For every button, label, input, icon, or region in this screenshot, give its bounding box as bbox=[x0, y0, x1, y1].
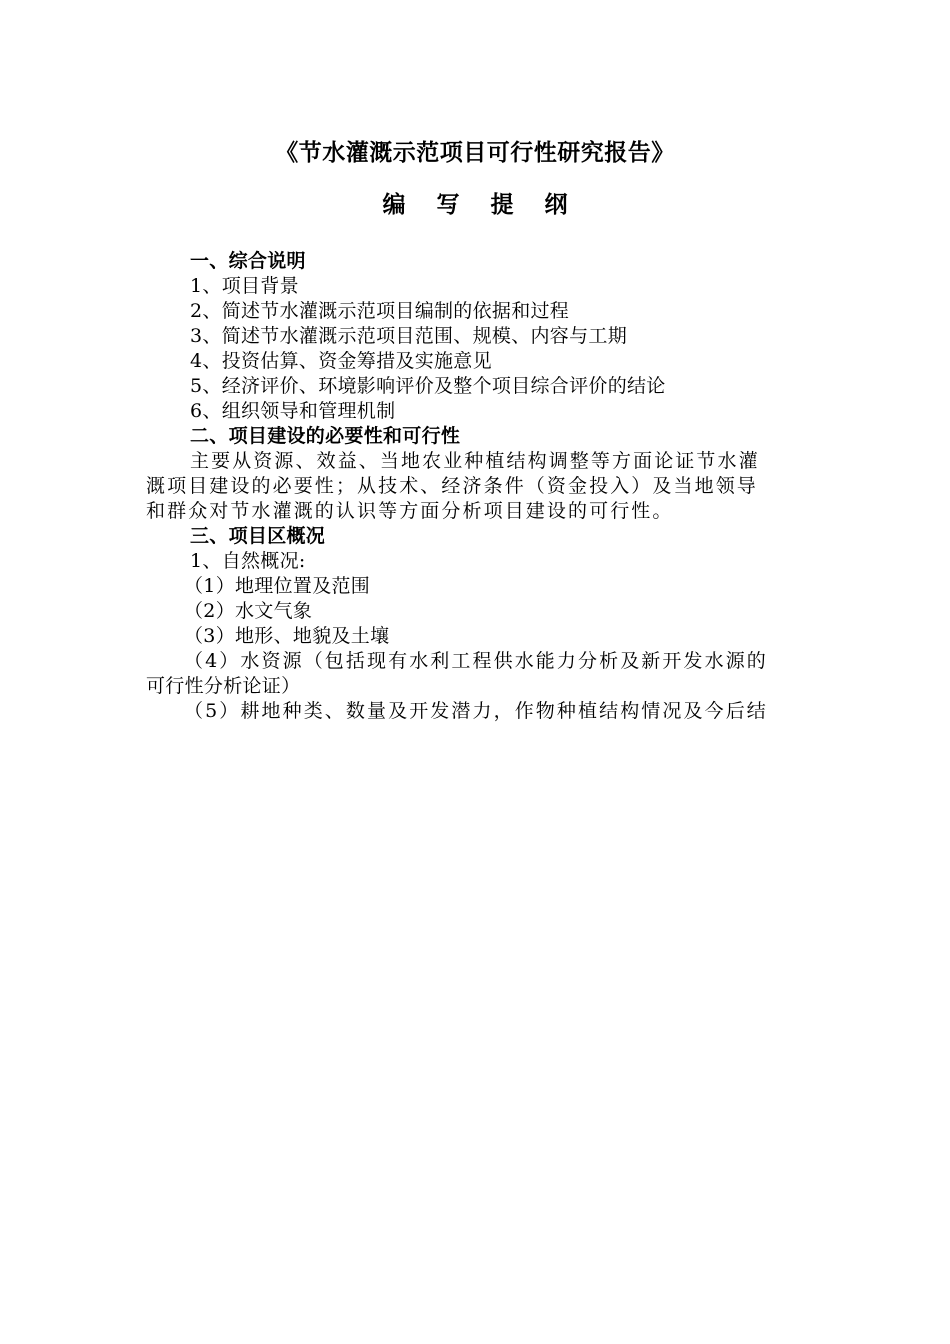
list-item: （1）地理位置及范围 bbox=[184, 575, 371, 597]
paragraph-line: 溉项目建设的必要性；从技术、经济条件（资金投入）及当地领导 bbox=[146, 475, 758, 497]
list-item: （5）耕地种类、数量及开发潜力，作物种植结构情况及今后结 bbox=[184, 700, 768, 722]
list-item: 5、经济评价、环境影响评价及整个项目综合评价的结论 bbox=[190, 375, 666, 397]
section-heading-3: 三、项目区概况 bbox=[190, 525, 326, 547]
list-item: 2、简述节水灌溉示范项目编制的依据和过程 bbox=[190, 300, 570, 322]
list-item: 1、项目背景 bbox=[190, 275, 299, 297]
list-item-continuation: 可行性分析论证） bbox=[146, 675, 301, 697]
section-heading-1: 一、综合说明 bbox=[190, 250, 306, 272]
list-item: 3、简述节水灌溉示范项目范围、规模、内容与工期 bbox=[190, 325, 627, 347]
document-body bbox=[146, 249, 806, 724]
list-item: （3）地形、地貌及土壤 bbox=[184, 625, 390, 647]
paragraph-line: 主要从资源、效益、当地农业种植结构调整等方面论证节水灌 bbox=[190, 450, 760, 472]
document-title: 《节水灌溉示范项目可行性研究报告》 bbox=[275, 139, 675, 166]
list-item: 6、组织领导和管理机制 bbox=[190, 400, 396, 422]
subsection-heading: 1、自然概况: bbox=[190, 550, 306, 572]
list-item: （2）水文气象 bbox=[184, 600, 313, 622]
section-heading-2: 二、项目建设的必要性和可行性 bbox=[190, 425, 461, 447]
paragraph-line: 和群众对节水灌溉的认识等方面分析项目建设的可行性。 bbox=[146, 500, 674, 522]
list-item: 4、投资估算、资金筹措及实施意见 bbox=[190, 350, 492, 372]
document-subtitle: 编写提纲 bbox=[382, 191, 599, 218]
list-item: （4）水资源（包括现有水利工程供水能力分析及新开发水源的 bbox=[184, 650, 768, 672]
